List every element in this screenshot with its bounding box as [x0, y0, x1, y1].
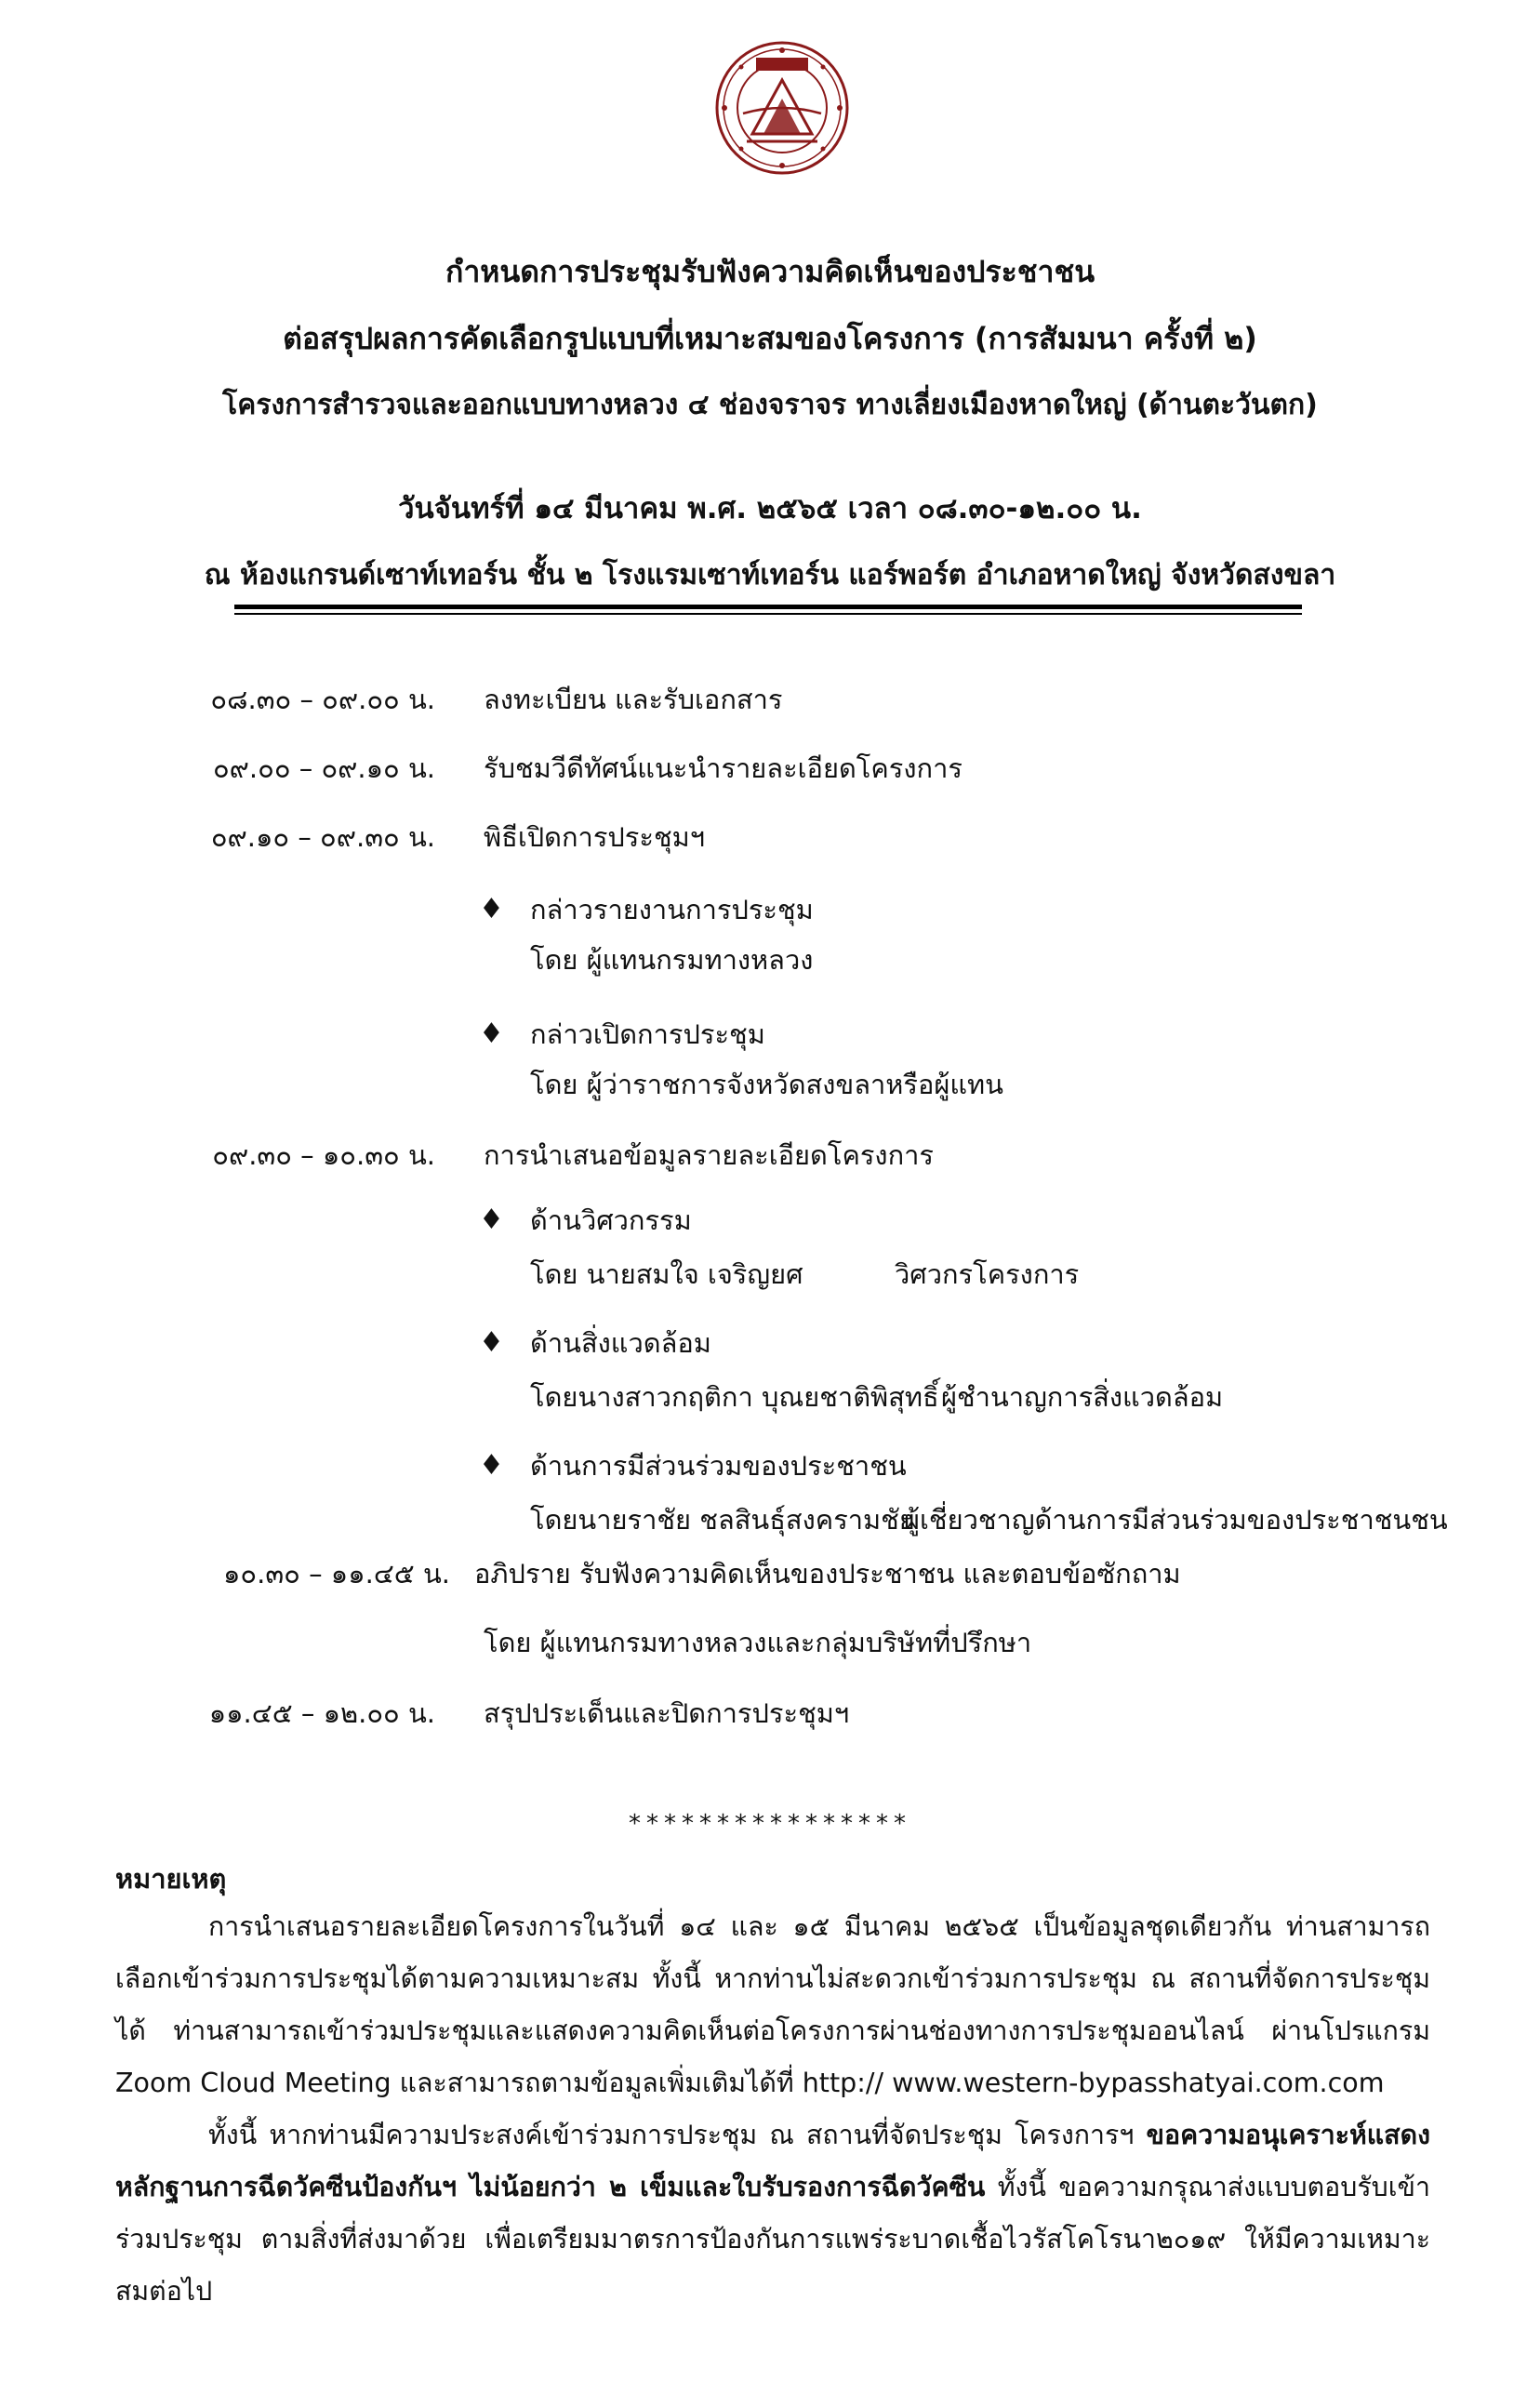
agenda-subitem-4-2-presenter: โดยนางสาวกฤติกา บุณยชาติพิสุทธิ์: [530, 1381, 939, 1413]
agenda-item-2: รับชมวีดีทัศน์แนะนำรายละเอียดโครงการ: [484, 752, 962, 784]
note-paragraph-1: [115, 1901, 1430, 2109]
note-paragraph-2-emphasis: ขอความอนุเคราะห์แสดงหลักฐานการฉีดวัคซีนป้องกันฯ ไม่น้อยกว่า ๒ เข็มและใบรับรองการฉีดวัคซีน: [115, 2120, 1430, 2202]
agenda-item-3: พิธีเปิดการประชุมฯ: [484, 821, 706, 853]
note-paragraph-2-text-b: ทั้งนี้ ขอความกรุณาส่งแบบตอบรับเข้าร่วมประชุม ตามสิ่งที่ส่งมาด้วย เพื่อเตรียมมาตรการป้องกันการแพร่ระบาดเชื้อไวรัสโคโรนา๒๐๑๙ ให้มีความเหมาะสมต่อไป: [115, 2172, 1430, 2307]
note-title: หมายเหตุ: [115, 1863, 227, 1895]
agenda-item-6: สรุปประเด็นและปิดการประชุมฯ: [484, 1697, 850, 1729]
diamond-bullet-icon: ♦: [479, 1018, 504, 1050]
title-line-2: ต่อสรุปผลการคัดเลือกรูปแบบที่เหมาะสมของโครงการ (การสัมมนา ครั้งที่ ๒): [283, 321, 1257, 356]
agenda-subitem-3-1: กล่าวรายงานการประชุม: [530, 894, 814, 925]
note-paragraph-2-text-a: ทั้งนี้ หากท่านมีความประสงค์เข้าร่วมการประชุม ณ สถานที่จัดประชุม โครงการฯ: [208, 2120, 1147, 2150]
agenda-subitem-4-2-role: ผู้ชำนาญการสิ่งแวดล้อม: [941, 1381, 1224, 1413]
diamond-bullet-icon: ♦: [479, 1449, 504, 1482]
title-line-1: กำหนดการประชุมรับฟังความคิดเห็นของประชาชน: [445, 254, 1095, 289]
agenda-subitem-4-1: ด้านวิศวกรรม: [530, 1204, 692, 1236]
agenda-item-1: ลงทะเบียน และรับเอกสาร: [484, 684, 783, 715]
agenda-time-1: ๐๘.๓๐ – ๐๙.๐๐ น.: [210, 684, 435, 715]
agenda-time-3: ๐๙.๑๐ – ๐๙.๓๐ น.: [210, 821, 435, 853]
agenda-subitem-3-2: กล่าวเปิดการประชุม: [530, 1018, 765, 1050]
diamond-bullet-icon: ♦: [479, 1326, 504, 1359]
agenda-subitem-4-1-role: วิศวกรโครงการ: [895, 1258, 1080, 1290]
note-paragraph-1-text: การนำเสนอรายละเอียดโครงการในวันที่ ๑๔ และ ๑๕ มีนาคม ๒๕๖๕ เป็นข้อมูลชุดเดียวกัน ท่านสามารถเลือกเข้าร่วมการประชุมได้ตามความเหมาะสม ทั้งนี้ หากท่านไม่สะดวกเข้าร่วมการประชุม ณ สถานที่จัดการประชุมได้ ท่านสามารถเข้าร่วมประชุมและแสดงความคิดเห็นต่อโครงการผ่านช่องทางการประชุมออนไลน์ ผ่านโปรแกรม Zoom Cloud Meeting และสามารถตามข้อมูลเพิ่มเติมได้ที่ http:// www.western-bypasshatyai.com.com: [115, 1911, 1430, 2098]
agenda-item-4: การนำเสนอข้อมูลรายละเอียดโครงการ: [484, 1139, 934, 1171]
agenda-time-6: ๑๑.๔๕ – ๑๒.๐๐ น.: [208, 1697, 435, 1729]
title-line-3: โครงการสำรวจและออกแบบทางหลวง ๔ ช่องจราจร ทางเลี่ยงเมืองหาดใหญ่ (ด้านตะวันตก): [222, 389, 1318, 421]
section-separator: ****************: [629, 1810, 911, 1838]
agenda-time-4: ๐๙.๓๐ – ๑๐.๓๐ น.: [212, 1139, 435, 1171]
agenda-subitem-4-1-presenter: โดย นายสมใจ เจริญยศ: [530, 1258, 803, 1290]
agenda-subitem-4-3-presenter: โดยนายราชัย ชลสินธุ์สงครามชัย: [530, 1504, 915, 1536]
note-paragraph-2: [115, 2109, 1430, 2318]
agenda-subitem-3-2-presenter: โดย ผู้ว่าราชการจังหวัดสงขลาหรือผู้แทน: [530, 1069, 1004, 1100]
meeting-venue: ณ ห้องแกรนด์เซาท์เทอร์น ชั้น ๒ โรงแรมเซาท์เทอร์น แอร์พอร์ต อำเภอหาดใหญ่ จังหวัดสงขลา: [204, 559, 1336, 592]
agenda-item-5: อภิปราย รับฟังความคิดเห็นของประชาชน และตอบข้อซักถาม: [474, 1558, 1181, 1590]
header-rule-thick: [234, 605, 1302, 609]
department-seal-logo: [715, 41, 849, 175]
agenda-subitem-3-1-presenter: โดย ผู้แทนกรมทางหลวง: [530, 944, 814, 976]
agenda-subitem-4-3-role: ผู้เชี่ยวชาญด้านการมีส่วนร่วมของประชาชนชน: [904, 1504, 1448, 1536]
diamond-bullet-icon: ♦: [479, 893, 504, 925]
agenda-subitem-4-2: ด้านสิ่งแวดล้อม: [530, 1327, 711, 1359]
diamond-bullet-icon: ♦: [479, 1204, 504, 1236]
agenda-time-2: ๐๙.๐๐ – ๐๙.๑๐ น.: [212, 752, 435, 784]
agenda-item-5-presenter: โดย ผู้แทนกรมทางหลวงและกลุ่มบริษัทที่ปรึกษา: [484, 1627, 1032, 1658]
meeting-date: วันจันทร์ที่ ๑๔ มีนาคม พ.ศ. ๒๕๖๕ เวลา ๐๘.๓๐-๑๒.๐๐ น.: [398, 492, 1142, 525]
agenda-time-5: ๑๐.๓๐ – ๑๑.๔๕ น.: [223, 1558, 450, 1590]
agenda-subitem-4-3: ด้านการมีส่วนร่วมของประชาชน: [530, 1450, 907, 1482]
header-rule-thin: [234, 613, 1302, 615]
